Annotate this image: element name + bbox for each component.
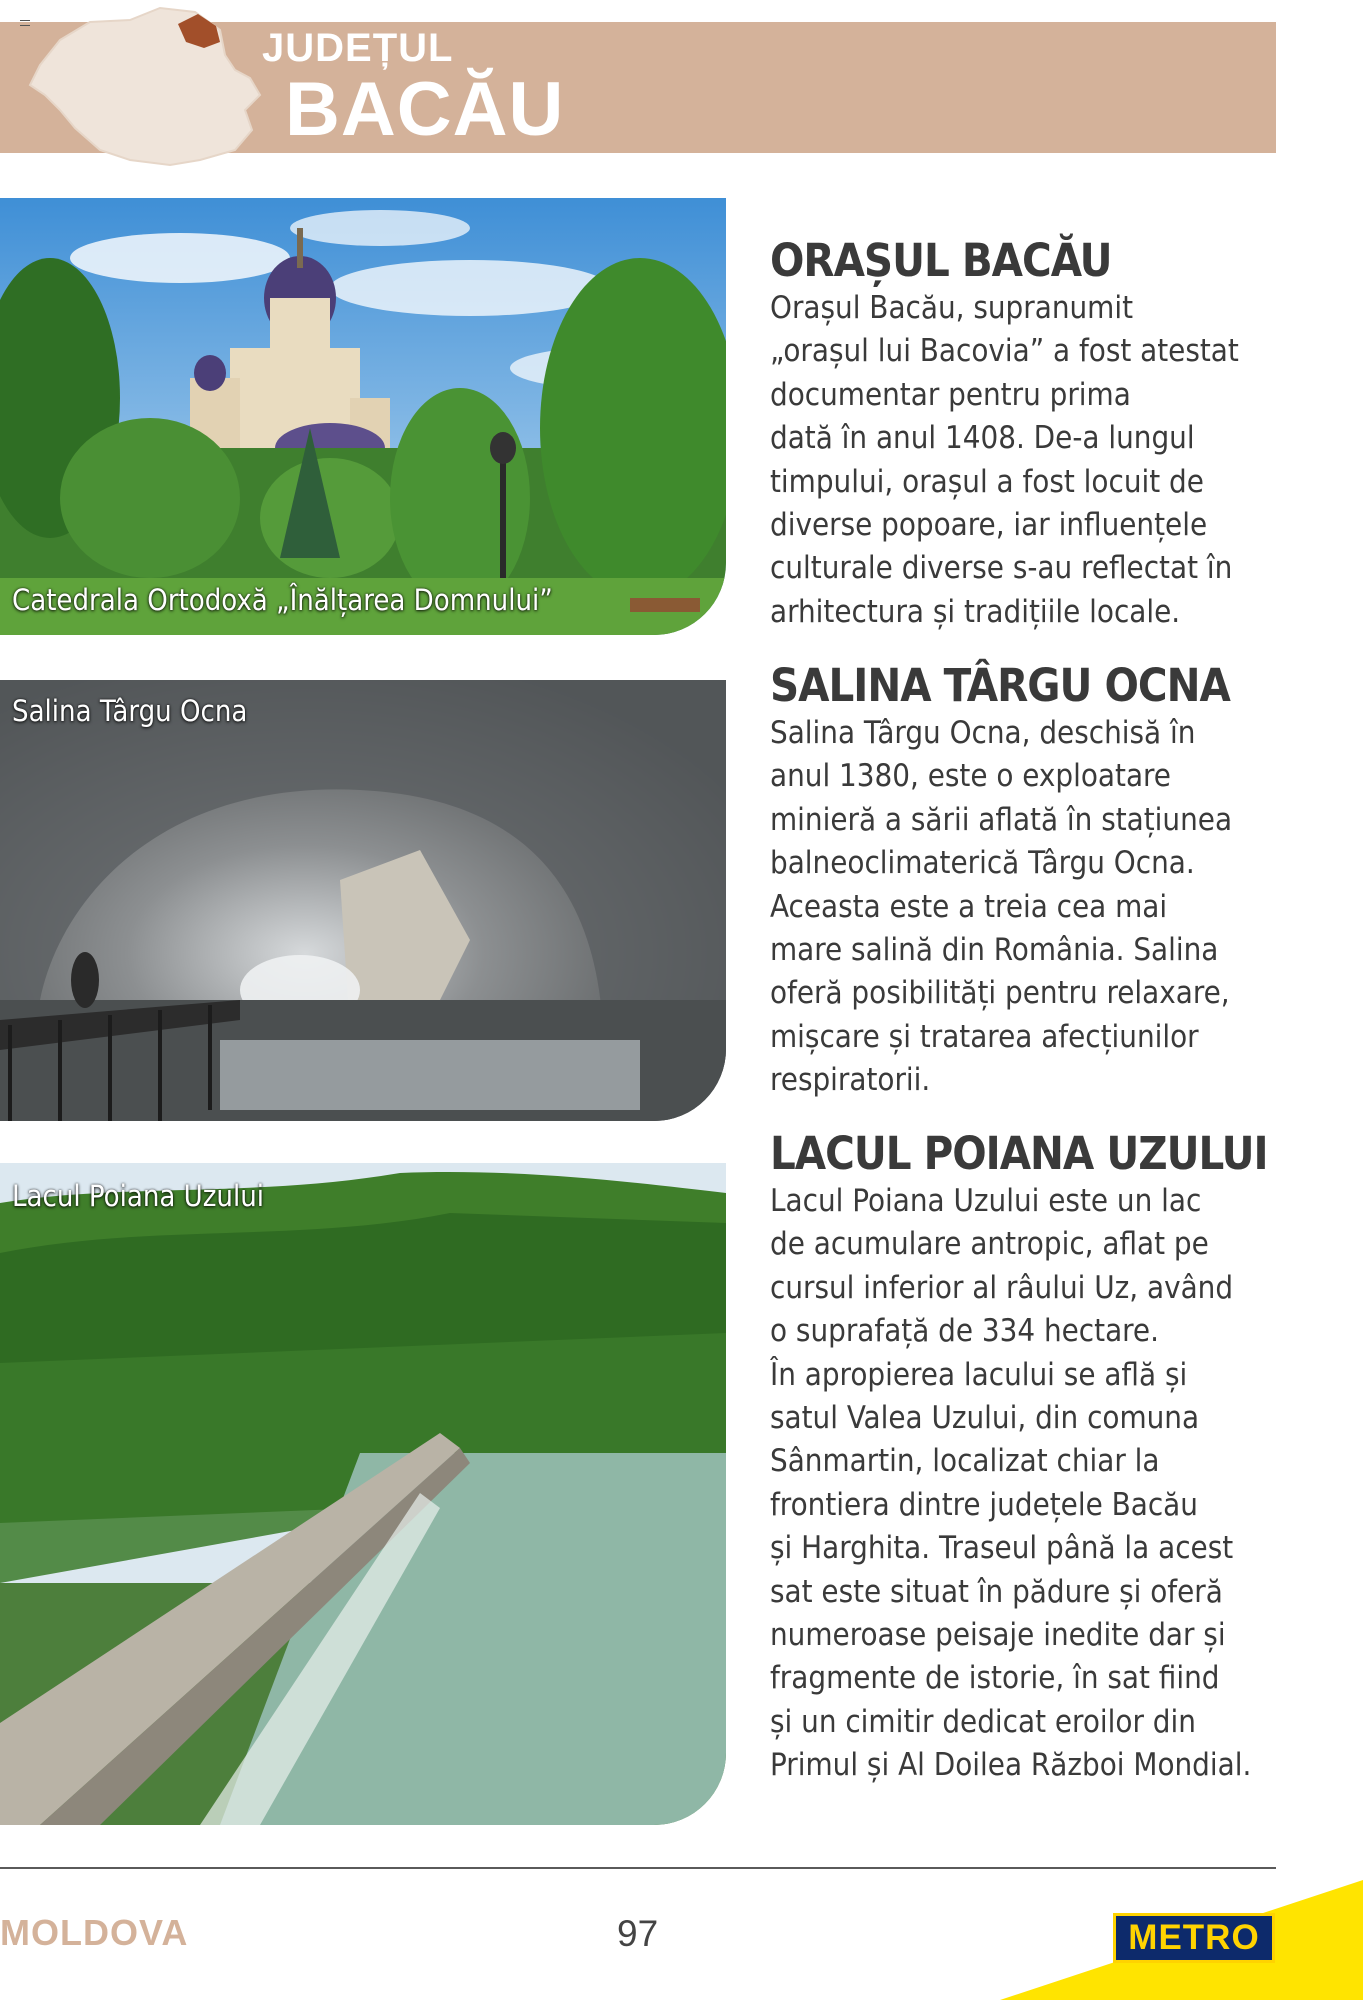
footer-divider (0, 1867, 1276, 1869)
photo-caption: Catedrala Ortodoxă „Înălțarea Domnului” (12, 583, 553, 617)
photo-caption: Salina Târgu Ocna (12, 694, 248, 728)
section-body: Lacul Poiana Uzului este un lac de acumulare antropic, aflat pe cursul inferior al râului Uz, având o suprafață de 334 hectare. În apropierea lacului se află și satul Valea Uzului, din comuna Sânmartin, localizat chiar la frontiera dintre județele Bacău și Harghita. Traseul până la acest sat este situat în pădure și oferă numeroase peisaje inedite dar și fragmente de istorie, în sat fiind și un cimitir dedicat eroilor din Primul și Al Doilea Război Mondial. (770, 1183, 1252, 1784)
section-title: ORAȘUL BACĂU (770, 234, 1112, 287)
lake-photo (0, 1163, 726, 1825)
romania-map-icon (20, 0, 280, 175)
section-title: SALINA TÂRGU OCNA (770, 659, 1230, 712)
region-label: MOLDOVA (0, 1912, 189, 1953)
section-salina-targu-ocna (770, 660, 1290, 1103)
cathedral-photo (0, 198, 726, 635)
photo-caption: Lacul Poiana Uzului (12, 1179, 265, 1213)
section-title: LACUL POIANA UZULUI (770, 1127, 1268, 1180)
county-name: BACĂU (285, 67, 565, 152)
section-orasul-bacau (770, 235, 1290, 634)
page-number: 97 (617, 1913, 659, 1954)
section-body: Salina Târgu Ocna, deschisă în anul 1380, este o exploatare minieră a sării aflată în stațiunea balneoclimaterică Târgu Ocna. Aceasta este a treia cea mai mare salină din România. Salina oferă posibilități pentru relaxare, mișcare și tratarea afecțiunilor respiratorii. (770, 715, 1233, 1099)
section-body: Orașul Bacău, supranumit „orașul lui Bacovia” a fost atestat documentar pentru prima dată în anul 1408. De-a lungul timpului, orașul a fost locuit de diverse popoare, iar influențele culturale diverse s-au reflectat în arhitectura și tradițiile locale. (770, 290, 1239, 630)
county-label: JUDEȚUL (262, 26, 454, 70)
metro-logo: METRO (1113, 1913, 1275, 1963)
section-lacul-poiana-uzului (770, 1128, 1290, 1788)
salt-mine-photo (0, 680, 726, 1121)
